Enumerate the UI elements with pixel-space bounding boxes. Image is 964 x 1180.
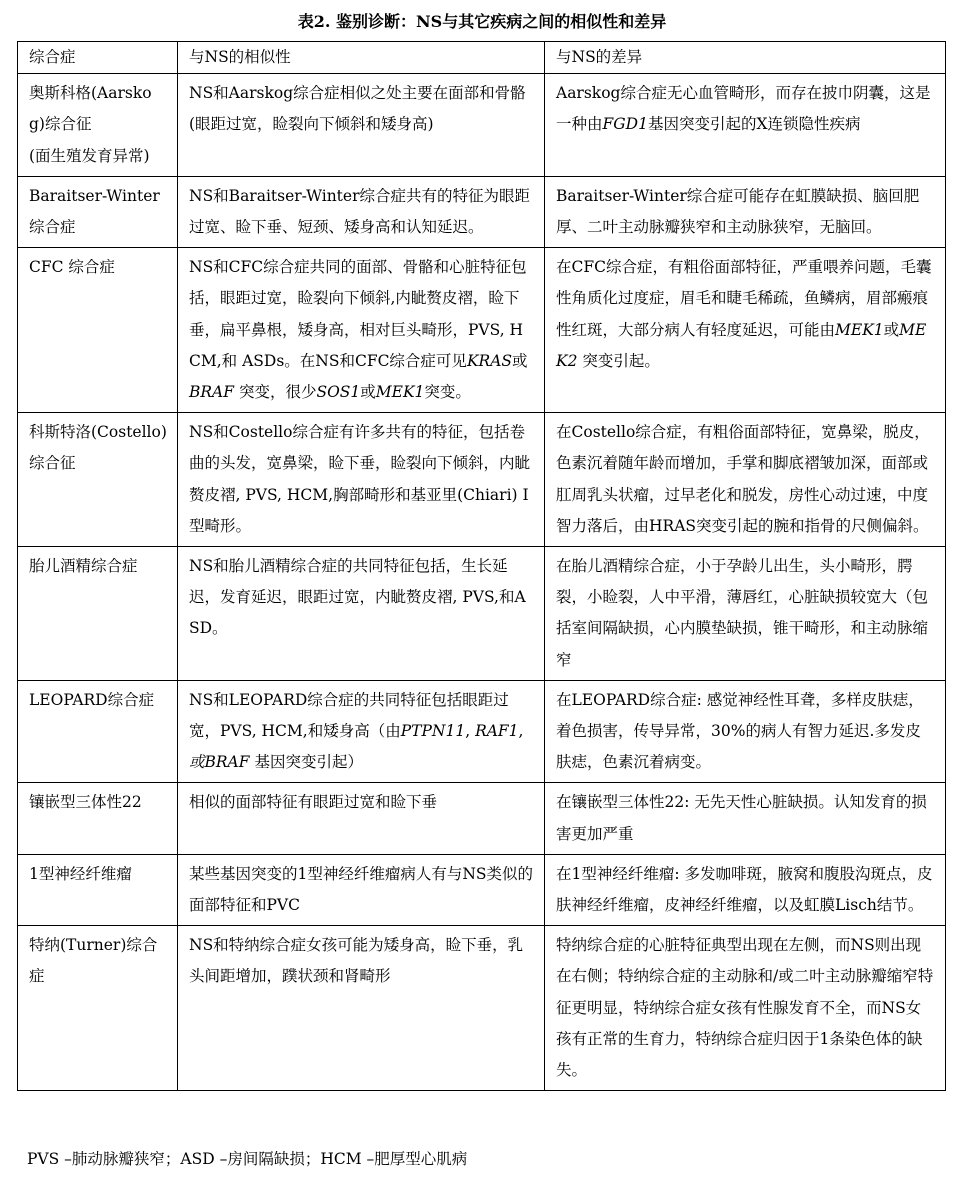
- similarity-cell: NS和特纳综合症女孩可能为矮身高，睑下垂，乳头间距增加，蹼状颈和肾畸形: [178, 926, 545, 1091]
- table-row: [18, 783, 946, 854]
- header-difference: 与NS的差异: [545, 42, 946, 74]
- table-row: [18, 74, 946, 177]
- similarity-cell: NS和CFC综合症共同的面部、骨骼和心脏特征包括，眼距过宽，睑裂向下倾斜,内眦赘皮褶，睑下垂，扁平鼻根，矮身高，相对巨头畸形，PVS, HCM,和 ASDs。在NS和CFC综合症可见KRAS或BRAF 突变，很少SOS1或MEK1突变。: [178, 248, 545, 413]
- syndrome-cell: 1型神经纤维瘤: [18, 854, 178, 925]
- syndrome-cell: 特纳(Turner)综合症: [18, 926, 178, 1091]
- syndrome-cell: Baraitser-Winter综合症: [18, 176, 178, 247]
- header-syndrome: 综合症: [18, 42, 178, 74]
- difference-cell: 在Costello综合症，有粗俗面部特征，宽鼻梁，脱皮，色素沉着随年龄而增加，手掌和脚底褶皱加深，面部或肛周乳头状瘤，过早老化和脱发，房性心动过速，中度智力落后，由HRAS突变引起的腕和指骨的尺侧偏斜。: [545, 413, 946, 547]
- header-similarity: 与NS的相似性: [178, 42, 545, 74]
- similarity-cell: NS和Aarskog综合症相似之处主要在面部和骨骼(眼距过宽，睑裂向下倾斜和矮身高): [178, 74, 545, 177]
- similarity-cell: 相似的面部特征有眼距过宽和睑下垂: [178, 783, 545, 854]
- syndrome-cell: 胎儿酒精综合症: [18, 547, 178, 681]
- similarity-cell: 某些基因突变的1型神经纤维瘤病人有与NS类似的面部特征和PVC: [178, 854, 545, 925]
- syndrome-cell: CFC 综合症: [18, 248, 178, 413]
- similarity-cell: NS和胎儿酒精综合症的共同特征包括，生长延迟，发育延迟，眼距过宽，内眦赘皮褶, PVS,和ASD。: [178, 547, 545, 681]
- syndrome-cell: 奥斯科格(Aarskog)综合征 (面生殖发育异常): [18, 74, 178, 177]
- syndrome-cell: 科斯特洛(Costello)综合征: [18, 413, 178, 547]
- differential-diagnosis-table: [17, 41, 946, 1091]
- table-header-row: [18, 42, 946, 74]
- difference-cell: 特纳综合症的心脏特征典型出现在左侧，而NS则出现在右侧；特纳综合症的主动脉和/或二叶主动脉瓣缩窄特征更明显，特纳综合症女孩有性腺发育不全，而NS女孩有正常的生育力，特纳综合症归因于1条染色体的缺失。: [545, 926, 946, 1091]
- abbreviation-footnote: PVS –肺动脉瓣狭窄；ASD –房间隔缺损；HCM –肥厚型心肌病: [27, 1150, 468, 1168]
- difference-cell: 在CFC综合症，有粗俗面部特征，严重喂养问题，毛囊性角质化过度症，眉毛和睫毛稀疏，鱼鳞病，眉部瘢痕性红斑，大部分病人有轻度延迟，可能由MEK1或MEK2 突变引起。: [545, 248, 946, 413]
- table-row: [18, 926, 946, 1091]
- table-row: [18, 854, 946, 925]
- difference-cell: Aarskog综合症无心血管畸形，而存在披巾阴囊，这是一种由FGD1基因突变引起的X连锁隐性疾病: [545, 74, 946, 177]
- table-row: [18, 680, 946, 783]
- similarity-cell: NS和Costello综合症有许多共有的特征，包括卷曲的头发，宽鼻梁，睑下垂，睑裂向下倾斜，内眦赘皮褶, PVS, HCM,胸部畸形和基亚里(Chiari) I型畸形。: [178, 413, 545, 547]
- table-row: [18, 547, 946, 681]
- difference-cell: 在1型神经纤维瘤: 多发咖啡斑，腋窝和腹股沟斑点，皮肤神经纤维瘤，皮神经纤维瘤，以及虹膜Lisch结节。: [545, 854, 946, 925]
- difference-cell: Baraitser-Winter综合症可能存在虹膜缺损、脑回肥厚、二叶主动脉瓣狭窄和主动脉狭窄，无脑回。: [545, 176, 946, 247]
- syndrome-cell: 镶嵌型三体性22: [18, 783, 178, 854]
- table-row: [18, 413, 946, 547]
- similarity-cell: NS和LEOPARD综合症的共同特征包括眼距过宽，PVS, HCM,和矮身高（由PTPN11, RAF1, 或BRAF 基因突变引起）: [178, 680, 545, 783]
- table-row: [18, 248, 946, 413]
- similarity-cell: NS和Baraitser-Winter综合症共有的特征为眼距过宽、睑下垂、短颈、矮身高和认知延迟。: [178, 176, 545, 247]
- difference-cell: 在LEOPARD综合症: 感觉神经性耳聋，多样皮肤痣，着色损害，传导异常，30%的病人有智力延迟.多发皮肤痣，色素沉着病变。: [545, 680, 946, 783]
- syndrome-cell: LEOPARD综合症: [18, 680, 178, 783]
- difference-cell: 在镶嵌型三体性22: 无先天性心脏缺损。认知发育的损害更加严重: [545, 783, 946, 854]
- table-row: [18, 176, 946, 247]
- difference-cell: 在胎儿酒精综合症，小于孕龄儿出生，头小畸形，腭裂，小睑裂，人中平滑，薄唇红，心脏缺损较宽大（包括室间隔缺损，心内膜垫缺损，锥干畸形，和主动脉缩窄: [545, 547, 946, 681]
- table-title: 表2. 鉴别诊断：NS与其它疾病之间的相似性和差异: [297, 12, 667, 31]
